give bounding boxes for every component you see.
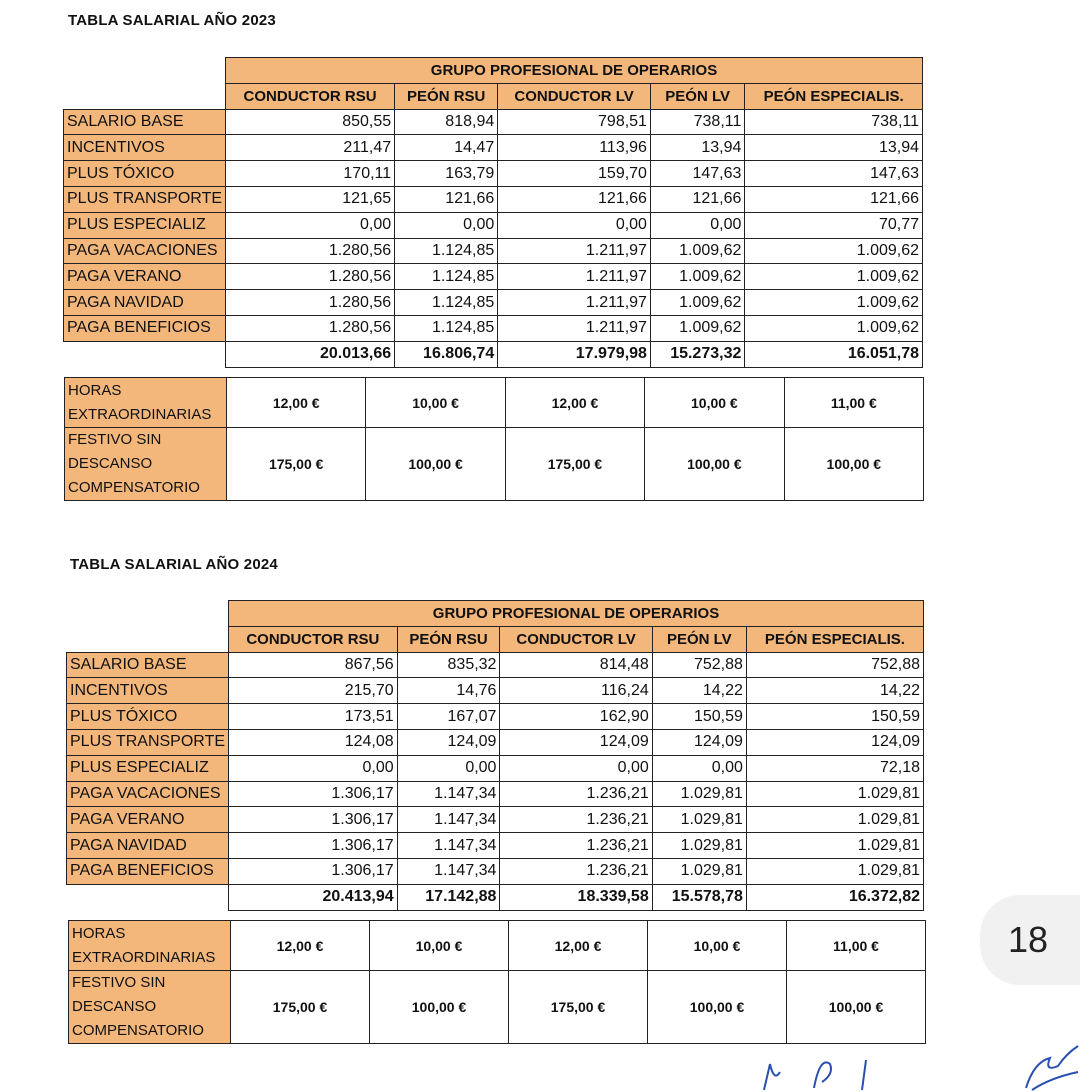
extras-label-line: HORAS [72,924,126,942]
extras-cell: 100,00 € [648,971,787,1044]
row-label: PLUS TRANSPORTE [67,729,229,755]
table-cell: 14,22 [746,678,923,704]
table-cell: 215,70 [229,678,398,704]
table-cell: 70,77 [745,212,923,238]
table-row [64,161,923,187]
extras-cell: 175,00 € [231,971,370,1044]
blank-cell [64,58,226,84]
extras-cell: 100,00 € [370,971,509,1044]
total-cell: 17.979,98 [498,341,651,367]
table-cell: 1.236,21 [500,781,652,807]
extras-cell: 12,00 € [505,378,644,428]
table-row [67,729,924,755]
table-cell: 1.280,56 [226,264,395,290]
extras-cell: 10,00 € [366,378,505,428]
group-header-row [67,601,924,627]
table-cell: 0,00 [226,212,395,238]
extras-label-line: COMPENSATORIO [72,1022,204,1039]
extras-label-line: EXTRAORDINARIAS [68,405,212,423]
table-cell: 1.009,62 [650,238,744,264]
table-cell: 1.029,81 [746,807,923,833]
extras-label-line: COMPENSATORIO [68,479,200,496]
table-cell: 124,08 [229,729,398,755]
row-label: PAGA VACACIONES [64,238,226,264]
row-label: PLUS TRANSPORTE [64,186,226,212]
extras-label-line: DESCANSO [72,998,157,1015]
blank-cell [64,341,226,367]
row-label: SALARIO BASE [67,652,229,678]
table-cell: 738,11 [745,109,923,135]
table-row [67,833,924,859]
salary-table-2024 [66,600,924,911]
table-cell: 159,70 [498,161,651,187]
row-label: SALARIO BASE [64,109,226,135]
table-cell: 1.029,81 [652,833,746,859]
table-cell: 1.236,21 [500,833,652,859]
table-cell: 163,79 [395,161,498,187]
table-cell: 162,90 [500,704,652,730]
table-cell: 147,63 [650,161,744,187]
table-row [64,186,923,212]
table-cell: 1.211,97 [498,238,651,264]
table-cell: 1.211,97 [498,264,651,290]
table-cell: 752,88 [652,652,746,678]
table-cell: 1.029,81 [652,807,746,833]
table-cell: 1.009,62 [745,264,923,290]
total-cell: 16.372,82 [746,884,923,910]
column-header: CONDUCTOR RSU [226,83,395,109]
page-number-badge [980,895,1080,985]
table-row [67,858,924,884]
column-header-row [67,626,924,652]
column-header: PEÓN LV [652,626,746,652]
row-label: PAGA NAVIDAD [64,290,226,316]
extras-cell: 12,00 € [231,921,370,971]
row-label: PAGA VERANO [64,264,226,290]
table-cell: 0,00 [652,755,746,781]
extras-label-line: FESTIVO SIN [68,431,162,448]
table-cell: 173,51 [229,704,398,730]
totals-row [64,341,923,367]
extras-cell: 100,00 € [784,428,923,501]
extras-cell: 100,00 € [787,971,926,1044]
table-cell: 121,66 [395,186,498,212]
extras-cell: 100,00 € [366,428,505,501]
table-row [64,264,923,290]
row-label: PAGA NAVIDAD [67,833,229,859]
total-cell: 20.413,94 [229,884,398,910]
table-cell: 170,11 [226,161,395,187]
table-cell: 124,09 [652,729,746,755]
column-header: CONDUCTOR RSU [229,626,398,652]
extras-label-line: EXTRAORDINARIAS [72,948,216,966]
table-cell: 1.009,62 [745,290,923,316]
table-cell: 211,47 [226,135,395,161]
blank-cell [67,601,229,627]
table-row [64,109,923,135]
table-cell: 798,51 [498,109,651,135]
blank-cell [67,884,229,910]
table-cell: 738,11 [650,109,744,135]
extras-label [69,921,231,971]
table-cell: 1.029,81 [746,858,923,884]
extras-cell: 11,00 € [787,921,926,971]
table-cell: 1.124,85 [395,264,498,290]
extras-row [69,971,926,1044]
table-cell: 121,65 [226,186,395,212]
table-cell: 121,66 [650,186,744,212]
table-cell: 1.280,56 [226,315,395,341]
table-cell: 0,00 [650,212,744,238]
table-cell: 1.029,81 [746,781,923,807]
table-cell: 1.147,34 [397,807,500,833]
row-label: PAGA VACACIONES [67,781,229,807]
table-cell: 116,24 [500,678,652,704]
table-cell: 14,22 [652,678,746,704]
totals-row [67,884,924,910]
extras-label [65,378,227,428]
table-cell: 1.280,56 [226,238,395,264]
table-row [67,678,924,704]
table-cell: 124,09 [500,729,652,755]
table-cell: 818,94 [395,109,498,135]
table-cell: 0,00 [500,755,652,781]
total-cell: 16.806,74 [395,341,498,367]
total-cell: 15.273,32 [650,341,744,367]
table-cell: 835,32 [397,652,500,678]
column-header: PEÓN ESPECIALIS. [745,83,923,109]
table-cell: 150,59 [652,704,746,730]
table-cell: 147,63 [745,161,923,187]
table-cell: 1.211,97 [498,290,651,316]
row-label: PAGA BENEFICIOS [67,858,229,884]
table-cell: 72,18 [746,755,923,781]
table-cell: 0,00 [229,755,398,781]
extras-cell: 12,00 € [227,378,366,428]
row-label: PLUS TÓXICO [64,161,226,187]
table-row [67,807,924,833]
table-cell: 150,59 [746,704,923,730]
column-header: PEÓN ESPECIALIS. [746,626,923,652]
blank-cell [64,83,226,109]
table-cell: 1.306,17 [229,833,398,859]
table-cell: 1.009,62 [745,315,923,341]
extras-row [69,921,926,971]
table-cell: 1.029,81 [652,858,746,884]
column-header-row [64,83,923,109]
table-row [67,652,924,678]
extras-label [65,428,227,501]
extras-table-2023 [64,377,924,501]
total-cell: 17.142,88 [397,884,500,910]
table-cell: 1.147,34 [397,858,500,884]
group-header: GRUPO PROFESIONAL DE OPERARIOS [226,58,923,84]
signature-mark-right [1020,1032,1080,1092]
table-cell: 1.211,97 [498,315,651,341]
column-header: PEÓN LV [650,83,744,109]
extras-label-line: FESTIVO SIN [72,974,166,991]
table-row [67,704,924,730]
extras-cell: 175,00 € [227,428,366,501]
table-cell: 1.147,34 [397,833,500,859]
signature-mark [750,1052,930,1092]
extras-row [65,428,924,501]
extras-cell: 175,00 € [505,428,644,501]
table-cell: 1.147,34 [397,781,500,807]
table-cell: 1.236,21 [500,858,652,884]
table-cell: 1.029,81 [652,781,746,807]
column-header: CONDUCTOR LV [498,83,651,109]
extras-cell: 100,00 € [645,428,784,501]
row-label: INCENTIVOS [64,135,226,161]
column-header: PEÓN RSU [397,626,500,652]
column-header: CONDUCTOR LV [500,626,652,652]
table-cell: 1.124,85 [395,290,498,316]
table-cell: 1.009,62 [745,238,923,264]
table-2023-title: TABLA SALARIAL AÑO 2023 [68,12,276,29]
extras-row [65,378,924,428]
table-cell: 1.009,62 [650,264,744,290]
table-cell: 867,56 [229,652,398,678]
extras-label-line: HORAS [68,381,122,399]
table-cell: 13,94 [650,135,744,161]
row-label: PAGA VERANO [67,807,229,833]
extras-cell: 12,00 € [509,921,648,971]
table-row [67,781,924,807]
table-cell: 13,94 [745,135,923,161]
table-row [64,290,923,316]
total-cell: 16.051,78 [745,341,923,367]
total-cell: 20.013,66 [226,341,395,367]
table-cell: 752,88 [746,652,923,678]
extras-cell: 10,00 € [370,921,509,971]
table-cell: 14,76 [397,678,500,704]
table-cell: 121,66 [498,186,651,212]
row-label: PLUS TÓXICO [67,704,229,730]
table-row [67,755,924,781]
table-cell: 814,48 [500,652,652,678]
extras-label-line: DESCANSO [68,455,153,472]
table-2024-title: TABLA SALARIAL AÑO 2024 [70,556,278,573]
group-header: GRUPO PROFESIONAL DE OPERARIOS [229,601,924,627]
table-cell: 124,09 [746,729,923,755]
extras-table-2024 [68,920,926,1044]
table-cell: 0,00 [395,212,498,238]
row-label: PLUS ESPECIALIZ [67,755,229,781]
table-row [64,212,923,238]
row-label: PLUS ESPECIALIZ [64,212,226,238]
total-cell: 18.339,58 [500,884,652,910]
group-header-row [64,58,923,84]
extras-cell: 10,00 € [645,378,784,428]
extras-cell: 175,00 € [509,971,648,1044]
extras-label [69,971,231,1044]
table-cell: 1.009,62 [650,315,744,341]
page-number: 18 [1008,919,1049,960]
blank-cell [67,626,229,652]
table-cell: 1.280,56 [226,290,395,316]
table-cell: 1.124,85 [395,238,498,264]
table-cell: 14,47 [395,135,498,161]
table-cell: 0,00 [498,212,651,238]
extras-cell: 10,00 € [648,921,787,971]
table-cell: 1.306,17 [229,781,398,807]
table-row [64,135,923,161]
salary-table-2023 [63,57,923,368]
row-label: INCENTIVOS [67,678,229,704]
table-cell: 0,00 [397,755,500,781]
table-row [64,315,923,341]
table-cell: 1.306,17 [229,807,398,833]
table-cell: 1.124,85 [395,315,498,341]
table-row [64,238,923,264]
column-header: PEÓN RSU [395,83,498,109]
table-cell: 113,96 [498,135,651,161]
table-cell: 167,07 [397,704,500,730]
table-cell: 1.236,21 [500,807,652,833]
total-cell: 15.578,78 [652,884,746,910]
table-cell: 1.029,81 [746,833,923,859]
extras-cell: 11,00 € [784,378,923,428]
table-cell: 124,09 [397,729,500,755]
table-cell: 121,66 [745,186,923,212]
table-cell: 1.306,17 [229,858,398,884]
table-cell: 1.009,62 [650,290,744,316]
table-cell: 850,55 [226,109,395,135]
row-label: PAGA BENEFICIOS [64,315,226,341]
